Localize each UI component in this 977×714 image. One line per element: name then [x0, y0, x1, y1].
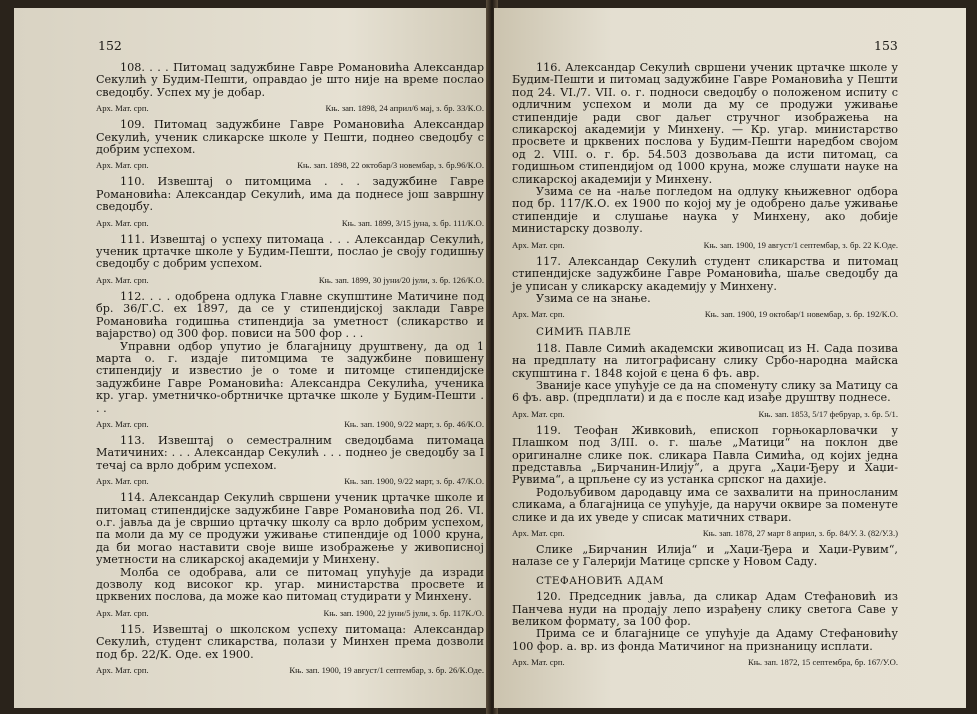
entry-text: 116. Александар Секулић свршени ученик цртачке школе у Будим-Пешти и питомац задужбине Гавре Романовића у Пешти под 24. VI./7. VII. о. г. подноси сведоџбу о положеном испиту с одличним успехом и моли да му се продужи уживање стипендије ради свог даљег стручног изображења на сликарској академији у Минхену. — Кр. угар. министарство просвете и црквених послова у Будим-Пешти наредбом својом од 2. VIII. о. г. бр. 54.503 дозвољава да исти питомац, са годишњом стипендијом од 1000 круна, може слушати науке на сликарској академији у Минхену.: [512, 61, 898, 186]
citation: Књ. зап. 1898, 24 април/6 мај, з. бр. 33/К.О.: [325, 103, 484, 114]
right-page: [494, 8, 966, 708]
entry-text: 112. . . . одобрена одлука Главне скупштине Матичине под бр. 36/Г.С. ex 1897, да се у стипендијској заклади Гавре Романовића годишња стипендија за уметност (сликарство и вајарство) од 300 фор. повиси на 500 фор . . .: [96, 289, 484, 341]
source: Арх. Мат. срп.: [96, 665, 149, 676]
right-column: [512, 58, 898, 673]
source: Арх. Мат. срп.: [96, 607, 149, 618]
citation: Књ. зап. 1899, 3/15 јуна, з. бр. 111/К.О.: [341, 217, 484, 228]
archive-reference: [96, 419, 484, 430]
citation: Књ. зап. 1872, 15 септембра, бр. 167/У.О.: [747, 657, 898, 668]
archive-reference: [96, 160, 484, 171]
archive-reference: [512, 657, 898, 668]
entry-text: 110. Извештај о питомцима . . . задужбине Гавре Романовића: Александар Секулић, има да поднесе још завршну сведоџбу.: [96, 175, 484, 214]
source: Арх. Мат. срп.: [96, 274, 149, 285]
entry-text-continued: Прима се и благајнице се упућује да Адаму Стефановићу 100 фор. а. вр. из фонда Матичиног на признаницу исплати.: [512, 627, 898, 653]
source: Арх. Мат. срп.: [96, 103, 149, 114]
source: Арх. Мат. срп.: [512, 239, 565, 250]
entry-113: [96, 435, 484, 487]
section-heading-stefanovic: СТЕФАНОВИЋ АДАМ: [536, 574, 664, 587]
note-text: Слике „Бирчанин Илија“ и „Хаџи-Ђера и Хаџи-Рувим“, налазе се у Галерији Матице српске у Новом Саду.: [512, 543, 898, 569]
entry-text-continued: Узима се на знање.: [536, 291, 651, 305]
source: Арх. Мат. срп.: [96, 160, 149, 171]
entry-text: 114. Александар Секулић свршени ученик цртачке школе и питомац стипендијске задужбине Гавре Романовића под 26. VI. о.г. јавља да је свршио цртачку школу са врло добрим успехом, па моли да му се продужи уживање стипендије од 1000 круна, да би могао наставити своје више изображење у живописној уметности на сликарској академији у Минхену.: [96, 491, 484, 567]
citation: Књ. зап. 1900, 19 август/1 септембар, з. бр. 26/К.Оде.: [289, 665, 484, 676]
source: Арх. Мат. срп.: [512, 657, 565, 668]
citation: Књ. зап. 1900, 9/22 март, з. бр. 47/К.О.: [344, 476, 484, 487]
citation: Књ. зап. 1900, 22 јуни/5 јули, з. бр. 117К./О.: [323, 607, 484, 618]
citation: Књ. зап. 1878, 27 март 8 април, з. бр. 84/У. З. (82/У.З.): [702, 528, 898, 538]
entry-text-continued: Узима се на -наље погледом на одлуку књижевног одбора под бр. 117/К.О. ex 1900 по којој му је одобрено даље уживање стипендије и слушање наука у Минхену, ако добије министарску дозволу.: [512, 185, 898, 236]
entry-text: 120. Председник јавља, да сликар Адам Стефановић из Панчева нуди на продају лепо израђену слику светога Саве у великом формату, за 100 фор.: [512, 590, 898, 629]
entry-text: 117. Александар Секулић студент сликарства и питомац стипендијске задужбине Гавре Романовића, шаље сведоџбу да је уписан у сликарску академију у Минхену.: [512, 254, 898, 293]
section-heading-simic: СИМИЋ ПАВЛЕ: [536, 326, 632, 339]
archive-reference: [512, 528, 898, 539]
entry-text: 111. Извештај о успеху питомаца . . . Александар Секулић, ученик цртачке школе у Будим-Пешти, послао је своју годишњу сведоџбу с добрим успехом.: [96, 232, 484, 271]
archive-reference: [96, 218, 484, 229]
source: Арх. Мат. срп.: [96, 217, 149, 228]
citation: Књ. зап. 1898, 22 октобар/3 новембар, з. бр.96/К.О.: [297, 160, 484, 171]
entry-text: 115. Извештај о школском успеху питомаца: Александар Секулић, студент сликарства, полази у Минхен према дозволи под бр. 22/К. Оде. ex 1900.: [96, 622, 484, 661]
entry-text: 113. Извештај о семестралним сведоџбама питомаца Матичиних: . . . Александар Секулић . . . поднео је сведоџбу за I течај са врло добрим успехом.: [96, 433, 484, 472]
archive-reference: [96, 476, 484, 487]
archive-reference: [512, 409, 898, 420]
page-number: 153: [874, 38, 898, 53]
editorial-note: [512, 544, 898, 569]
citation: Књ. зап. 1899, 30 јуни/20 јули, з. бр. 126/К.О.: [318, 274, 484, 285]
entry-text: 118. Павле Симић академски живописац из Н. Сада позива на предплату на литографисану слику Србо-народна майска скупштина г. 1848 којой є цена 6 фъ. авр.: [512, 341, 898, 380]
archive-reference: [512, 240, 898, 251]
entry-118: [512, 343, 898, 420]
left-column: [96, 58, 484, 681]
entry-text: 119. Теофан Живковић, епископ горњокарловачки у Плашком под 3/III. о. г. шаље „Матици“ на поклон две оригиналне слике пок. сликара Павла Симића, од којих једна представља „Бирчанин-Илију“, а друга „Хаџи-Ђеру и Хаџи-Рувима“, а црпљене су из устанка српског на дахије.: [512, 423, 898, 487]
entry-text-continued: Управни одбор упутио је благајницу друштвену, да од 1 марта о. г. издаје питомцима те задужбине повишену стипендију и известио је о томе и питомце стипендијске задужбине Гавре Романовића: Александра Секулића, ученика кр. угар. уметничко-обртничке цртачке школе у Будим-Пешти . . .: [96, 339, 484, 415]
citation: Књ. зап. 1900, 19 октобар/1 новембар, з. бр. 192/К.О.: [704, 309, 898, 320]
entry-text: 108. . . . Питомац задужбине Гавре Романовића Александар Секулић у Будим-Пешти, оправдао је што није на време послао сведоџбу. Успех му је добар.: [96, 61, 484, 99]
archive-reference: [96, 275, 484, 286]
entry-109: [96, 119, 484, 171]
archive-reference: [512, 309, 898, 320]
source: Арх. Мат. срп.: [512, 528, 565, 538]
entry-115: [96, 624, 484, 676]
archive-reference: [96, 665, 484, 676]
entry-text-continued: Молба се одобрава, али се питомац упућује да изради дозволу код високог кр. угар. министарства просвете и црквених послова, да може као питомац студирати у Минхену.: [96, 565, 484, 604]
citation: Књ. зап. 1900, 19 август/1 септембар, з. бр. 22 К.Оде.: [703, 239, 898, 250]
source: Арх. Мат. срп.: [96, 418, 149, 429]
entry-text-continued: Званије касе упућује се да на споменуту слику за Матицу са 6 фъ. авр. (предплати) и да є после кад изађе друштву поднесе.: [512, 378, 898, 405]
citation: Књ. зап. 1853, 5/17 фебруар, з. бр. 5/1.: [758, 408, 898, 419]
entry-119: [512, 425, 898, 539]
entry-117: [512, 256, 898, 321]
entry-text: 109. Питомац задужбине Гавре Романовића Александар Секулић, ученик сликарске школе у Пешти, поднео сведоџбу с добрим успехом.: [96, 118, 484, 157]
entry-text-continued: Родољубивом дародавцу има се захвалити на приносланим сликама, а благајница се упућује, да наручи оквире за поменуте слике и да их уведе у списак матичних ствари.: [512, 485, 898, 524]
entry-116: [512, 62, 898, 251]
citation: Књ. зап. 1900, 9/22 март, з. бр. 46/К.О.: [344, 418, 484, 429]
entry-112: [96, 291, 484, 430]
left-page: [14, 8, 490, 708]
archive-reference: [96, 608, 484, 619]
archive-reference: [96, 103, 484, 114]
entry-110: [96, 176, 484, 228]
entry-108: [96, 62, 484, 114]
entry-111: [96, 234, 484, 286]
source: Арх. Мат. срп.: [512, 309, 565, 320]
entry-120: [512, 591, 898, 668]
entry-114: [96, 492, 484, 619]
source: Арх. Мат. срп.: [96, 476, 149, 487]
page-number: 152: [98, 38, 122, 53]
source: Арх. Мат. срп.: [512, 408, 565, 419]
